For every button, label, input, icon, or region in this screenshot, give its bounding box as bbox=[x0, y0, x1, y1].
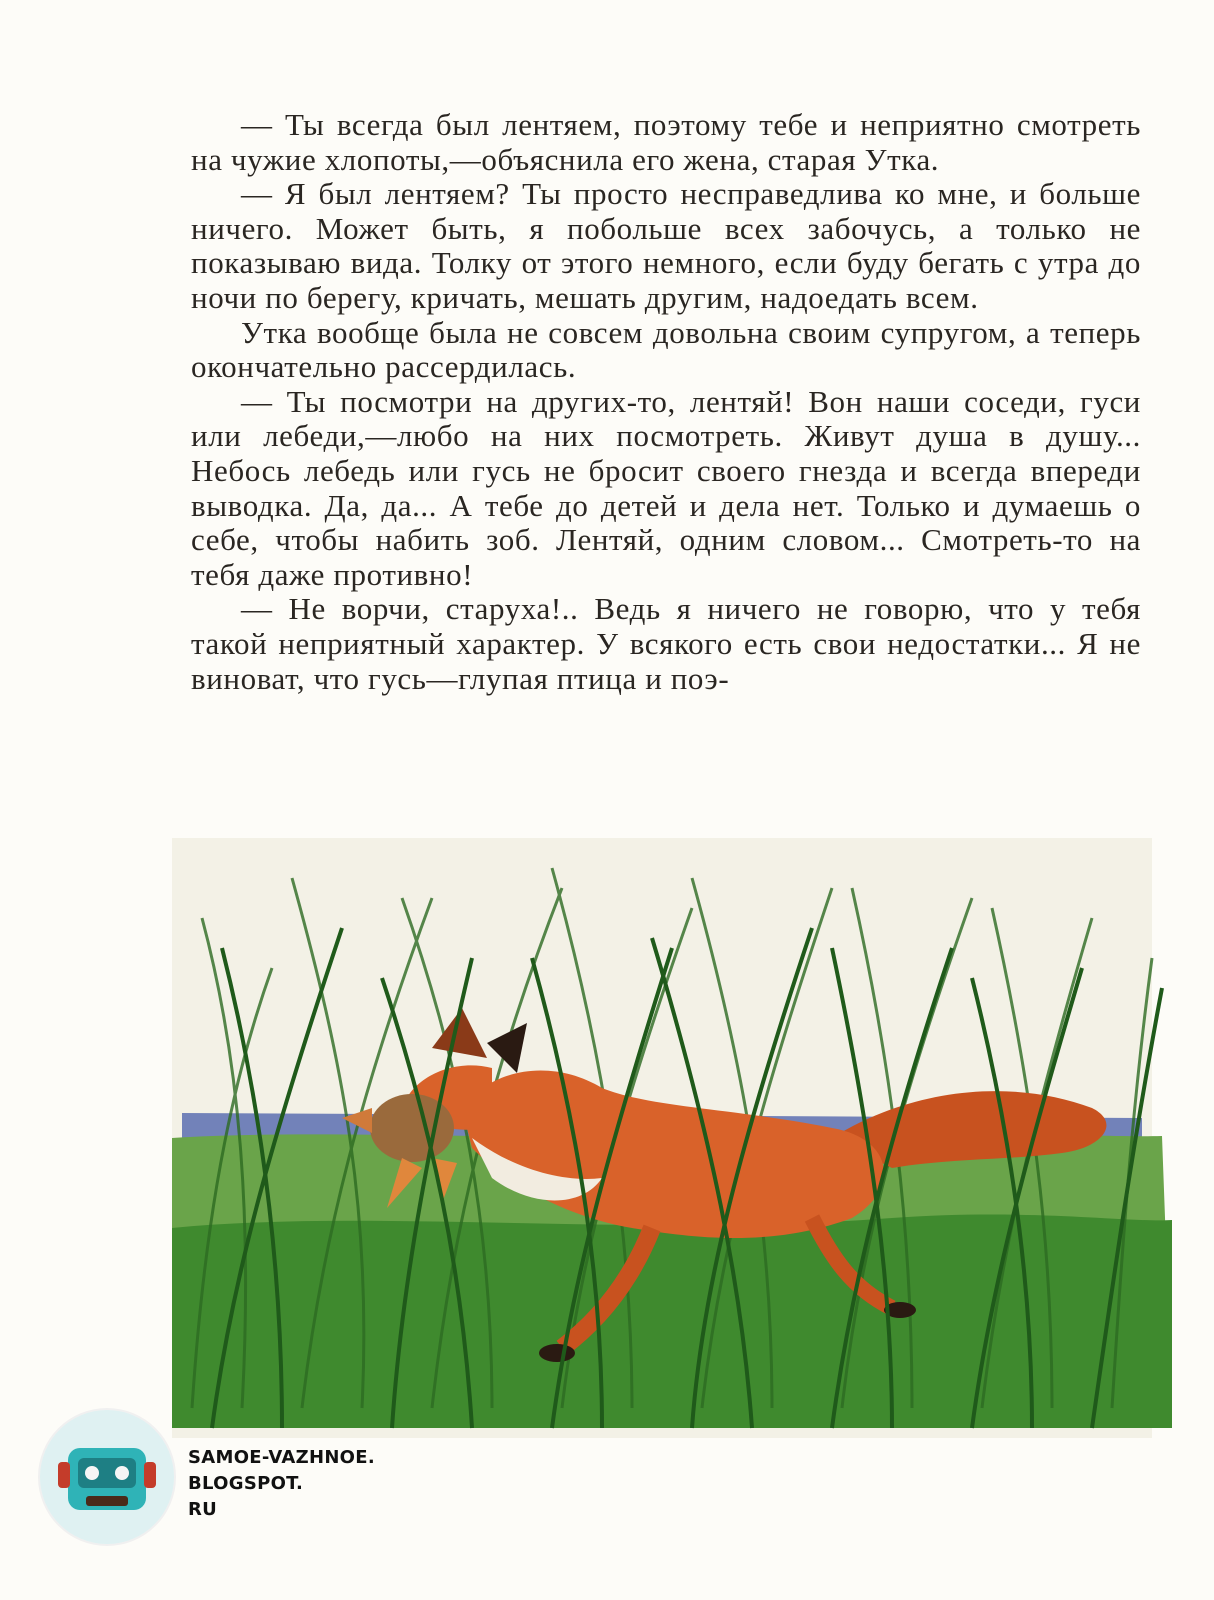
paragraph: — Я был лентяем? Ты просто несправедлива ко мне, и больше ничего. Может быть, я побольше всех забочусь, а только не показываю вида. Толку от этого немного, если буду бегать с утра до ночи по берегу, кричать, мешать другим, надоедать всем. bbox=[191, 176, 1141, 315]
story-text bbox=[191, 108, 1141, 696]
paragraph: — Не ворчи, старуха!.. Ведь я ничего не говорю, что у тебя такой неприятный характер. У всякого есть свои недостатки... Я не виноват, что гусь—глупая птица и поэ- bbox=[191, 591, 1141, 696]
watermark-line: BLOGSPOT. bbox=[188, 1473, 304, 1494]
fox-illustration bbox=[132, 808, 1172, 1448]
blog-logo[interactable] bbox=[40, 1410, 174, 1544]
watermark-line: SAMOE-VAZHNOE. bbox=[188, 1447, 376, 1468]
paragraph: — Ты всегда был лентяем, поэтому тебе и неприятно смотреть на чужие хлопоты,—объяснила его жена, старая Утка. bbox=[191, 107, 1141, 177]
watermark bbox=[188, 1445, 375, 1523]
paragraph: Утка вообще была не совсем довольна своим супругом, а теперь окончательно рассердилась. bbox=[191, 314, 1141, 385]
paragraph: — Ты посмотри на других-то, лентяй! Вон наши соседи, гуси или лебеди,—любо на них посмотреть. Живут душа в душу... Небось лебедь или гусь не бросит своего гнезда и всегда впереди выводка. Да, да... А тебе до детей и дела нет. Только и думаешь о себе, чтобы набить зоб. Лентяй, одним словом... Смотреть-то на тебя даже противно! bbox=[191, 383, 1141, 592]
watermark-line: RU bbox=[188, 1499, 218, 1520]
